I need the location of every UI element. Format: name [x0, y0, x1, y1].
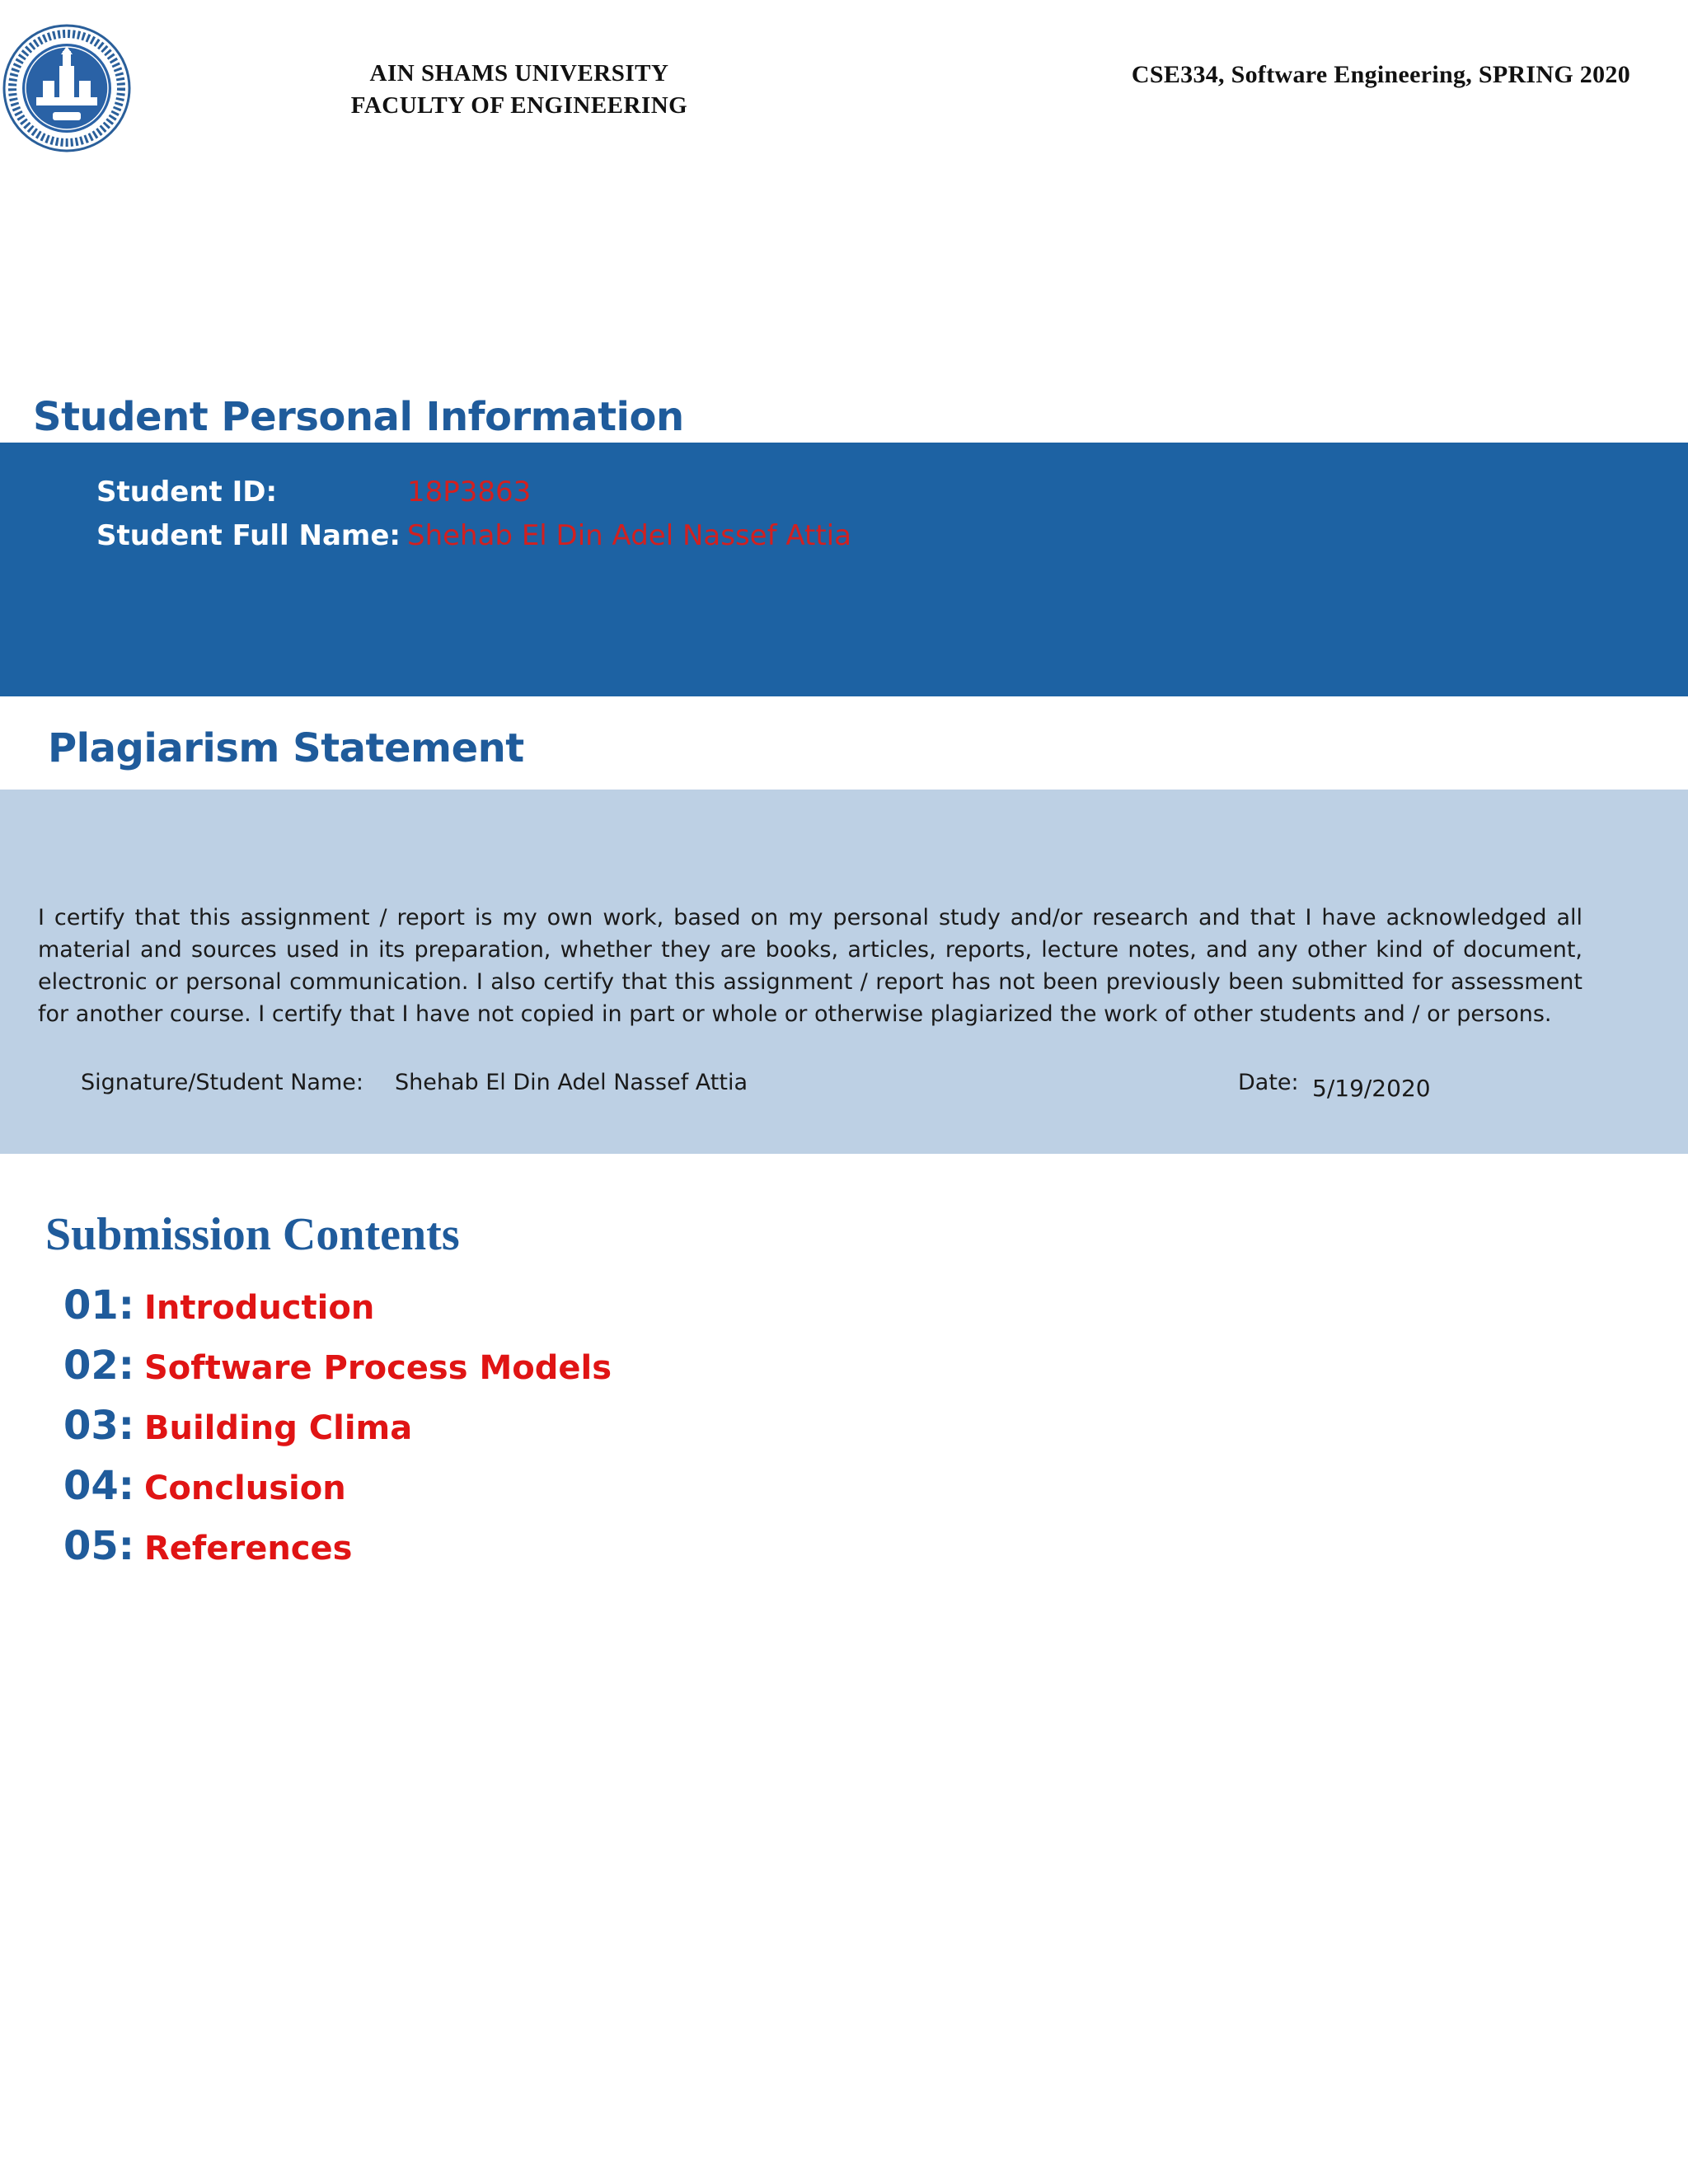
- university-line: AIN SHAMS UNIVERSITY: [369, 60, 669, 87]
- item-number: 02:: [63, 1343, 134, 1389]
- signature-value: Shehab El Din Adel Nassef Attia: [395, 1070, 748, 1095]
- student-id-label: Student ID:: [96, 476, 278, 509]
- item-title: Conclusion: [144, 1469, 346, 1507]
- university-seal-icon: [2, 23, 132, 153]
- list-item: [63, 1282, 612, 1343]
- item-number: 01:: [63, 1282, 134, 1329]
- university-name: [272, 58, 767, 122]
- student-id-value: 18P3863: [407, 476, 532, 509]
- item-number: 03:: [63, 1403, 134, 1449]
- list-item: [63, 1403, 612, 1463]
- student-name-label: Student Full Name:: [96, 519, 401, 552]
- contents-list: [63, 1282, 612, 1583]
- submission-contents-heading: Submission Contents: [45, 1209, 460, 1260]
- plagiarism-panel: [0, 790, 1688, 1154]
- plagiarism-heading: Plagiarism Statement: [48, 725, 524, 771]
- date-label: Date:: [1238, 1070, 1299, 1095]
- item-title: References: [144, 1530, 353, 1568]
- item-title: Introduction: [144, 1289, 375, 1327]
- faculty-line: FACULTY OF ENGINEERING: [350, 92, 688, 119]
- item-number: 04:: [63, 1463, 134, 1509]
- student-info-heading: Student Personal Information: [33, 394, 684, 440]
- item-number: 05:: [63, 1523, 134, 1569]
- list-item: [63, 1523, 612, 1583]
- date-value: 5/19/2020: [1312, 1075, 1431, 1102]
- course-title: CSE334, Software Engineering, SPRING 2020: [1131, 61, 1630, 88]
- list-item: [63, 1343, 612, 1403]
- student-info-panel: [0, 443, 1688, 696]
- signature-label: Signature/Student Name:: [81, 1070, 363, 1095]
- list-item: [63, 1463, 612, 1523]
- item-title: Software Process Models: [144, 1349, 612, 1387]
- plagiarism-statement-text: I certify that this assignment / report is my own work, based on my personal study and/or research and that I have acknowledged all material and sources used in its preparation, whether they are books, articles, reports, lecture notes, and any other kind of document, electronic or personal communication. I also certify that this assignment / report has not been previously been submitted for assessment for another course. I certify that I have not copied in part or whole or otherwise plagiarized the work of other students and / or persons.: [38, 905, 1582, 1027]
- item-title: Building Clima: [144, 1409, 413, 1447]
- student-name-value: Shehab El Din Adel Nassef Attia: [407, 519, 851, 552]
